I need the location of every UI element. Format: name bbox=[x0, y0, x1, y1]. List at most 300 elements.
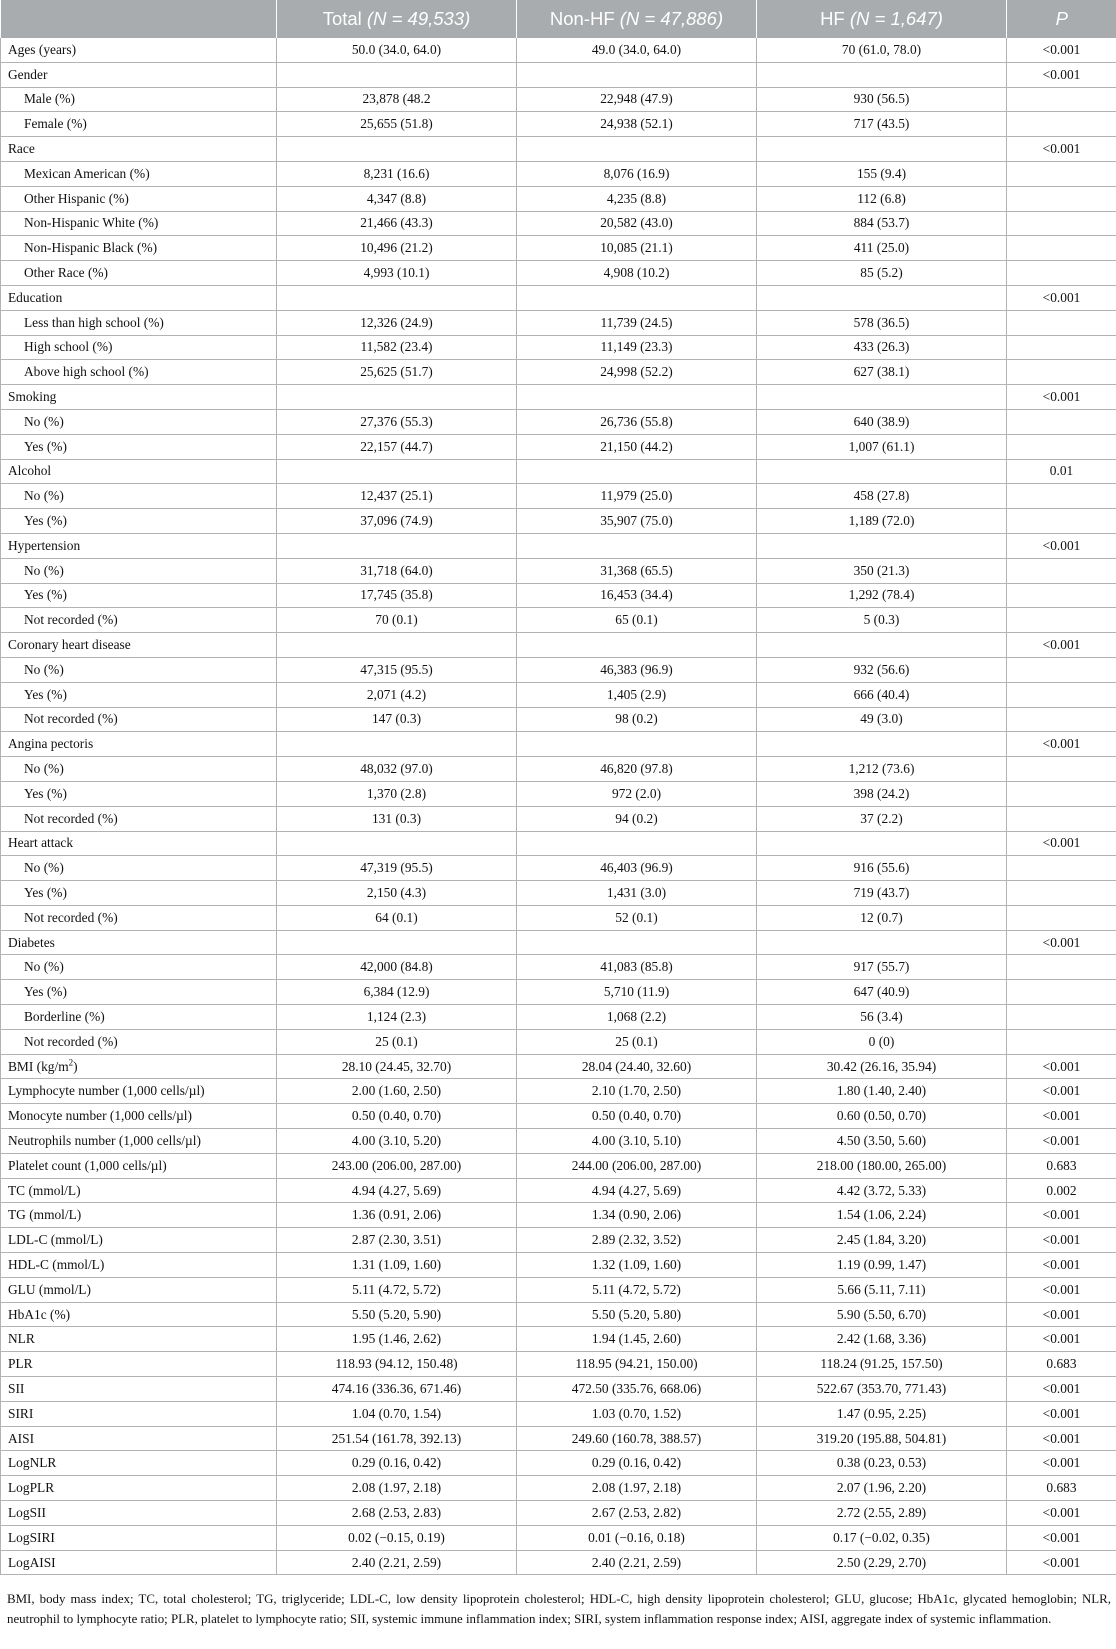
table-body bbox=[1, 38, 1116, 1575]
cell-p-value: 0.683 bbox=[1007, 1153, 1116, 1178]
table-row bbox=[1, 608, 1116, 633]
cell-hf: 884 (53.7) bbox=[757, 211, 1007, 236]
row-label bbox=[1, 1228, 277, 1253]
cell-hf: 2.45 (1.84, 3.20) bbox=[757, 1228, 1007, 1253]
row-label-text: Non-Hispanic White (%) bbox=[24, 215, 159, 231]
cell-nonhf: 472.50 (335.76, 668.06) bbox=[517, 1377, 757, 1402]
header-total-label: Total bbox=[322, 8, 362, 29]
cell-total: 251.54 (161.78, 392.13) bbox=[277, 1426, 517, 1451]
cell-nonhf: 2.08 (1.97, 2.18) bbox=[517, 1476, 757, 1501]
table-row bbox=[1, 1277, 1116, 1302]
cell-hf bbox=[757, 62, 1007, 87]
row-label-text: Lymphocyte number (1,000 cells/µl) bbox=[8, 1083, 205, 1099]
row-label bbox=[1, 360, 277, 385]
row-label bbox=[1, 137, 277, 162]
cell-p-value bbox=[1007, 980, 1116, 1005]
cell-nonhf: 2.10 (1.70, 2.50) bbox=[517, 1079, 757, 1104]
cell-total: 4,347 (8.8) bbox=[277, 186, 517, 211]
table-footnote: BMI, body mass index; TC, total cholesterol; TG, triglyceride; LDL-C, low density lipoprotein cholesterol; HDL-C, high density lipoprotein cholesterol; GLU, glucose; HbA1c, glycated hemoglobin; NLR, neutrophil to lymphocyte ratio; PLR, platelet to lymphocyte ratio; SII, systemic immune inflammation index; SIRI, system inflammation response index; AISI, aggregate index of systemic inflammation. bbox=[7, 1592, 1111, 1626]
table-row bbox=[1, 1079, 1116, 1104]
cell-nonhf bbox=[517, 385, 757, 410]
cell-total: 1.04 (0.70, 1.54) bbox=[277, 1401, 517, 1426]
cell-nonhf: 24,998 (52.2) bbox=[517, 360, 757, 385]
cell-total: 31,718 (64.0) bbox=[277, 558, 517, 583]
row-label bbox=[1, 533, 277, 558]
table-row bbox=[1, 955, 1116, 980]
cell-total: 4.00 (3.10, 5.20) bbox=[277, 1129, 517, 1154]
cell-hf: 2.42 (1.68, 3.36) bbox=[757, 1327, 1007, 1352]
row-label bbox=[1, 707, 277, 732]
cell-total: 2.40 (2.21, 2.59) bbox=[277, 1550, 517, 1575]
table-row bbox=[1, 38, 1116, 62]
row-label bbox=[1, 1302, 277, 1327]
cell-total: 474.16 (336.36, 671.46) bbox=[277, 1377, 517, 1402]
table-row bbox=[1, 285, 1116, 310]
cell-nonhf: 11,979 (25.0) bbox=[517, 484, 757, 509]
row-label bbox=[1, 1277, 277, 1302]
table-row bbox=[1, 1302, 1116, 1327]
cell-hf bbox=[757, 385, 1007, 410]
cell-nonhf: 11,149 (23.3) bbox=[517, 335, 757, 360]
cell-total: 5.50 (5.20, 5.90) bbox=[277, 1302, 517, 1327]
row-label-text: Diabetes bbox=[8, 934, 55, 950]
table-row bbox=[1, 211, 1116, 236]
cell-p-value: <0.001 bbox=[1007, 1327, 1116, 1352]
table-row bbox=[1, 1426, 1116, 1451]
cell-hf: 1.47 (0.95, 2.25) bbox=[757, 1401, 1007, 1426]
header-total-column bbox=[277, 0, 517, 38]
cell-nonhf: 249.60 (160.78, 388.57) bbox=[517, 1426, 757, 1451]
cell-nonhf: 4,908 (10.2) bbox=[517, 261, 757, 286]
row-label bbox=[1, 732, 277, 757]
row-label bbox=[1, 385, 277, 410]
row-label-text: Gender bbox=[8, 66, 48, 82]
table-row bbox=[1, 484, 1116, 509]
cell-hf: 640 (38.9) bbox=[757, 409, 1007, 434]
cell-hf: 2.72 (2.55, 2.89) bbox=[757, 1501, 1007, 1526]
cell-hf: 70 (61.0, 78.0) bbox=[757, 38, 1007, 62]
cell-p-value: <0.001 bbox=[1007, 1054, 1116, 1079]
cell-p-value: <0.001 bbox=[1007, 732, 1116, 757]
cell-p-value bbox=[1007, 434, 1116, 459]
cell-p-value: 0.002 bbox=[1007, 1178, 1116, 1203]
cell-nonhf: 5.11 (4.72, 5.72) bbox=[517, 1277, 757, 1302]
cell-total: 243.00 (206.00, 287.00) bbox=[277, 1153, 517, 1178]
table-row bbox=[1, 1327, 1116, 1352]
cell-total: 6,384 (12.9) bbox=[277, 980, 517, 1005]
cell-p-value: <0.001 bbox=[1007, 1377, 1116, 1402]
cell-nonhf bbox=[517, 633, 757, 658]
cell-total bbox=[277, 285, 517, 310]
cell-total: 131 (0.3) bbox=[277, 806, 517, 831]
cell-nonhf: 2.40 (2.21, 2.59) bbox=[517, 1550, 757, 1575]
row-label-text: High school (%) bbox=[24, 339, 113, 355]
row-label bbox=[1, 1129, 277, 1154]
row-label-text: Race bbox=[8, 141, 35, 157]
row-label-text: Yes (%) bbox=[24, 884, 67, 900]
row-label bbox=[1, 1104, 277, 1129]
cell-total: 147 (0.3) bbox=[277, 707, 517, 732]
row-label-text: Hypertension bbox=[8, 537, 81, 553]
cell-p-value: <0.001 bbox=[1007, 1302, 1116, 1327]
row-label-tail: ) bbox=[73, 1058, 78, 1074]
cell-hf: 350 (21.3) bbox=[757, 558, 1007, 583]
cell-p-value bbox=[1007, 211, 1116, 236]
cell-nonhf: 10,085 (21.1) bbox=[517, 236, 757, 261]
row-label-text: Other Race (%) bbox=[24, 265, 109, 281]
row-label-text: Not recorded (%) bbox=[24, 612, 118, 628]
row-label-text: Platelet count (1,000 cells/µl) bbox=[8, 1157, 167, 1173]
cell-hf: 56 (3.4) bbox=[757, 1005, 1007, 1030]
cell-total: 2.87 (2.30, 3.51) bbox=[277, 1228, 517, 1253]
table-row bbox=[1, 781, 1116, 806]
table-row bbox=[1, 1104, 1116, 1129]
table-row bbox=[1, 161, 1116, 186]
cell-hf: 717 (43.5) bbox=[757, 112, 1007, 137]
row-label bbox=[1, 980, 277, 1005]
row-label bbox=[1, 1352, 277, 1377]
table-row bbox=[1, 905, 1116, 930]
cell-hf: 2.07 (1.96, 2.20) bbox=[757, 1476, 1007, 1501]
table-row bbox=[1, 509, 1116, 534]
row-label-text: Yes (%) bbox=[24, 513, 67, 529]
row-label-text: Female (%) bbox=[24, 116, 87, 132]
table-row bbox=[1, 558, 1116, 583]
cell-nonhf: 1.03 (0.70, 1.52) bbox=[517, 1401, 757, 1426]
cell-hf bbox=[757, 285, 1007, 310]
row-label-text: Monocyte number (1,000 cells/µl) bbox=[8, 1108, 192, 1124]
cell-nonhf: 26,736 (55.8) bbox=[517, 409, 757, 434]
row-label bbox=[1, 1377, 277, 1402]
cell-total: 2.68 (2.53, 2.83) bbox=[277, 1501, 517, 1526]
cell-hf: 719 (43.7) bbox=[757, 881, 1007, 906]
cell-nonhf: 0.01 (−0.16, 0.18) bbox=[517, 1525, 757, 1550]
cell-hf: 398 (24.2) bbox=[757, 781, 1007, 806]
cell-hf: 0.17 (−0.02, 0.35) bbox=[757, 1525, 1007, 1550]
cell-hf: 1.19 (0.99, 1.47) bbox=[757, 1253, 1007, 1278]
row-label-text: Other Hispanic (%) bbox=[24, 190, 129, 206]
table-row bbox=[1, 434, 1116, 459]
row-label-text: Less than high school (%) bbox=[24, 314, 164, 330]
cell-total: 23,878 (48.2 bbox=[277, 87, 517, 112]
row-label-text: Not recorded (%) bbox=[24, 810, 118, 826]
cell-p-value: <0.001 bbox=[1007, 285, 1116, 310]
cell-nonhf: 8,076 (16.9) bbox=[517, 161, 757, 186]
table-row bbox=[1, 930, 1116, 955]
cell-hf: 0 (0) bbox=[757, 1029, 1007, 1054]
table-row bbox=[1, 806, 1116, 831]
cell-nonhf: 31,368 (65.5) bbox=[517, 558, 757, 583]
table-row bbox=[1, 1451, 1116, 1476]
cell-hf bbox=[757, 831, 1007, 856]
row-label bbox=[1, 1054, 277, 1079]
cell-total: 42,000 (84.8) bbox=[277, 955, 517, 980]
table-row bbox=[1, 1153, 1116, 1178]
row-label bbox=[1, 310, 277, 335]
cell-nonhf: 24,938 (52.1) bbox=[517, 112, 757, 137]
cell-p-value: <0.001 bbox=[1007, 1426, 1116, 1451]
cell-nonhf: 20,582 (43.0) bbox=[517, 211, 757, 236]
table-row bbox=[1, 1054, 1116, 1079]
row-label-text: Coronary heart disease bbox=[8, 637, 131, 653]
table-row bbox=[1, 1203, 1116, 1228]
row-label bbox=[1, 1401, 277, 1426]
cell-p-value bbox=[1007, 905, 1116, 930]
table-row bbox=[1, 1029, 1116, 1054]
cell-p-value: <0.001 bbox=[1007, 1228, 1116, 1253]
table-row bbox=[1, 682, 1116, 707]
row-label-text: Neutrophils number (1,000 cells/µl) bbox=[8, 1132, 201, 1148]
cell-hf: 4.50 (3.50, 5.60) bbox=[757, 1129, 1007, 1154]
cell-p-value bbox=[1007, 1029, 1116, 1054]
table-row bbox=[1, 261, 1116, 286]
cell-nonhf bbox=[517, 533, 757, 558]
cell-hf: 411 (25.0) bbox=[757, 236, 1007, 261]
row-label-text: Heart attack bbox=[8, 835, 74, 851]
table-row bbox=[1, 310, 1116, 335]
table-row bbox=[1, 1476, 1116, 1501]
cell-hf: 627 (38.1) bbox=[757, 360, 1007, 385]
row-label bbox=[1, 1327, 277, 1352]
cell-total: 4.94 (4.27, 5.69) bbox=[277, 1178, 517, 1203]
row-label-text: LogAISI bbox=[8, 1554, 56, 1570]
row-label bbox=[1, 484, 277, 509]
header-nonhf-n: (N = 47,886) bbox=[619, 8, 724, 29]
row-label-text: No (%) bbox=[24, 562, 64, 578]
row-label bbox=[1, 583, 277, 608]
cell-p-value: <0.001 bbox=[1007, 1401, 1116, 1426]
row-label-text: SII bbox=[8, 1380, 25, 1396]
cell-total: 8,231 (16.6) bbox=[277, 161, 517, 186]
row-label bbox=[1, 1079, 277, 1104]
cell-total: 48,032 (97.0) bbox=[277, 757, 517, 782]
row-label bbox=[1, 881, 277, 906]
header-hf-label: HF bbox=[820, 8, 845, 29]
cell-hf bbox=[757, 732, 1007, 757]
cell-p-value: <0.001 bbox=[1007, 930, 1116, 955]
table-row bbox=[1, 831, 1116, 856]
cell-hf: 218.00 (180.00, 265.00) bbox=[757, 1153, 1007, 1178]
cell-hf: 118.24 (91.25, 157.50) bbox=[757, 1352, 1007, 1377]
row-label bbox=[1, 1426, 277, 1451]
header-nonhf-column bbox=[517, 0, 757, 38]
cell-p-value bbox=[1007, 881, 1116, 906]
table-header-row bbox=[1, 0, 1116, 38]
header-total-n: (N = 49,533) bbox=[366, 8, 471, 29]
table-row bbox=[1, 236, 1116, 261]
row-label bbox=[1, 87, 277, 112]
row-label-text: Yes (%) bbox=[24, 686, 67, 702]
cell-nonhf: 41,083 (85.8) bbox=[517, 955, 757, 980]
cell-p-value: <0.001 bbox=[1007, 1253, 1116, 1278]
row-label-text: PLR bbox=[8, 1356, 33, 1372]
cell-total bbox=[277, 137, 517, 162]
row-label-text: Smoking bbox=[8, 389, 57, 405]
cell-hf: 917 (55.7) bbox=[757, 955, 1007, 980]
cell-hf: 0.38 (0.23, 0.53) bbox=[757, 1451, 1007, 1476]
table-row bbox=[1, 1377, 1116, 1402]
cell-p-value: <0.001 bbox=[1007, 1079, 1116, 1104]
cell-p-value bbox=[1007, 806, 1116, 831]
row-label bbox=[1, 682, 277, 707]
cell-p-value: 0.683 bbox=[1007, 1476, 1116, 1501]
row-label-text: Yes (%) bbox=[24, 587, 67, 603]
cell-p-value: <0.001 bbox=[1007, 633, 1116, 658]
cell-nonhf: 49.0 (34.0, 64.0) bbox=[517, 38, 757, 62]
cell-total: 2,071 (4.2) bbox=[277, 682, 517, 707]
cell-total: 12,326 (24.9) bbox=[277, 310, 517, 335]
row-label bbox=[1, 434, 277, 459]
cell-hf: 1.80 (1.40, 2.40) bbox=[757, 1079, 1007, 1104]
row-label bbox=[1, 856, 277, 881]
cell-p-value bbox=[1007, 161, 1116, 186]
row-label bbox=[1, 1501, 277, 1526]
row-label bbox=[1, 161, 277, 186]
cell-total: 25,625 (51.7) bbox=[277, 360, 517, 385]
cell-p-value bbox=[1007, 1005, 1116, 1030]
cell-nonhf: 118.95 (94.21, 150.00) bbox=[517, 1352, 757, 1377]
cell-p-value: <0.001 bbox=[1007, 533, 1116, 558]
cell-hf: 578 (36.5) bbox=[757, 310, 1007, 335]
cell-nonhf: 35,907 (75.0) bbox=[517, 509, 757, 534]
cell-p-value: 0.01 bbox=[1007, 459, 1116, 484]
cell-p-value bbox=[1007, 583, 1116, 608]
row-label bbox=[1, 261, 277, 286]
cell-p-value bbox=[1007, 856, 1116, 881]
row-label bbox=[1, 1153, 277, 1178]
cell-p-value: <0.001 bbox=[1007, 1277, 1116, 1302]
row-label bbox=[1, 38, 277, 62]
cell-total: 28.10 (24.45, 32.70) bbox=[277, 1054, 517, 1079]
row-label-text: Above high school (%) bbox=[24, 364, 149, 380]
row-label-text: HDL-C (mmol/L) bbox=[8, 1256, 105, 1272]
cell-hf: 319.20 (195.88, 504.81) bbox=[757, 1426, 1007, 1451]
table-row bbox=[1, 1352, 1116, 1377]
row-label-text: No (%) bbox=[24, 761, 64, 776]
cell-hf: 433 (26.3) bbox=[757, 335, 1007, 360]
cell-p-value: <0.001 bbox=[1007, 1203, 1116, 1228]
cell-total: 50.0 (34.0, 64.0) bbox=[277, 38, 517, 62]
cell-p-value bbox=[1007, 310, 1116, 335]
table-row bbox=[1, 1005, 1116, 1030]
row-label bbox=[1, 633, 277, 658]
row-label-text: Education bbox=[8, 289, 63, 305]
cell-nonhf: 2.67 (2.53, 2.82) bbox=[517, 1501, 757, 1526]
row-label-text: Not recorded (%) bbox=[24, 909, 118, 925]
cell-nonhf: 0.50 (0.40, 0.70) bbox=[517, 1104, 757, 1129]
cell-nonhf: 46,383 (96.9) bbox=[517, 657, 757, 682]
cell-total: 0.50 (0.40, 0.70) bbox=[277, 1104, 517, 1129]
cell-total: 47,319 (95.5) bbox=[277, 856, 517, 881]
cell-p-value bbox=[1007, 608, 1116, 633]
cell-nonhf bbox=[517, 831, 757, 856]
table-row bbox=[1, 1129, 1116, 1154]
cell-p-value: 0.683 bbox=[1007, 1352, 1116, 1377]
row-label-text: TG (mmol/L) bbox=[8, 1207, 82, 1223]
table-row bbox=[1, 112, 1116, 137]
row-label bbox=[1, 236, 277, 261]
cell-p-value bbox=[1007, 87, 1116, 112]
row-label-text: LogSII bbox=[8, 1504, 46, 1520]
cell-hf: 112 (6.8) bbox=[757, 186, 1007, 211]
row-label-text: Mexican American (%) bbox=[24, 165, 150, 181]
cell-hf bbox=[757, 459, 1007, 484]
cell-total: 118.93 (94.12, 150.48) bbox=[277, 1352, 517, 1377]
table-row bbox=[1, 633, 1116, 658]
cell-hf: 5.66 (5.11, 7.11) bbox=[757, 1277, 1007, 1302]
cell-hf: 12 (0.7) bbox=[757, 905, 1007, 930]
cell-nonhf: 98 (0.2) bbox=[517, 707, 757, 732]
row-label-text: Angina pectoris bbox=[8, 736, 94, 752]
row-label bbox=[1, 1550, 277, 1575]
cell-total: 1.31 (1.09, 1.60) bbox=[277, 1253, 517, 1278]
cell-p-value bbox=[1007, 484, 1116, 509]
row-label-text: No (%) bbox=[24, 413, 64, 429]
table-row bbox=[1, 360, 1116, 385]
row-label bbox=[1, 186, 277, 211]
cell-nonhf bbox=[517, 62, 757, 87]
cell-total: 0.02 (−0.15, 0.19) bbox=[277, 1525, 517, 1550]
row-label bbox=[1, 955, 277, 980]
row-label bbox=[1, 608, 277, 633]
table-row bbox=[1, 335, 1116, 360]
cell-total: 25 (0.1) bbox=[277, 1029, 517, 1054]
cell-p-value: <0.001 bbox=[1007, 385, 1116, 410]
cell-nonhf: 11,739 (24.5) bbox=[517, 310, 757, 335]
row-label bbox=[1, 831, 277, 856]
cell-total: 10,496 (21.2) bbox=[277, 236, 517, 261]
cell-hf: 1,212 (73.6) bbox=[757, 757, 1007, 782]
row-label bbox=[1, 905, 277, 930]
row-label bbox=[1, 558, 277, 583]
table-row bbox=[1, 409, 1116, 434]
row-label-text: GLU (mmol/L) bbox=[8, 1281, 91, 1297]
table-row bbox=[1, 459, 1116, 484]
cell-nonhf bbox=[517, 930, 757, 955]
row-label-superscript: 2 bbox=[68, 1057, 74, 1068]
row-label bbox=[1, 62, 277, 87]
cell-p-value bbox=[1007, 335, 1116, 360]
cell-nonhf: 5.50 (5.20, 5.80) bbox=[517, 1302, 757, 1327]
cell-hf: 930 (56.5) bbox=[757, 87, 1007, 112]
header-hf-n: (N = 1,647) bbox=[849, 8, 943, 29]
row-label-text: Borderline (%) bbox=[24, 1008, 105, 1024]
cell-total: 2.08 (1.97, 2.18) bbox=[277, 1476, 517, 1501]
row-label bbox=[1, 112, 277, 137]
cell-nonhf: 22,948 (47.9) bbox=[517, 87, 757, 112]
cell-nonhf: 4.00 (3.10, 5.10) bbox=[517, 1129, 757, 1154]
cell-p-value: <0.001 bbox=[1007, 1525, 1116, 1550]
cell-hf: 155 (9.4) bbox=[757, 161, 1007, 186]
row-label-text: BMI (kg/m bbox=[8, 1058, 69, 1074]
cell-total bbox=[277, 62, 517, 87]
cell-hf: 5 (0.3) bbox=[757, 608, 1007, 633]
row-label-text: No (%) bbox=[24, 959, 64, 975]
cell-nonhf: 1,068 (2.2) bbox=[517, 1005, 757, 1030]
cell-total: 70 (0.1) bbox=[277, 608, 517, 633]
cell-nonhf: 46,820 (97.8) bbox=[517, 757, 757, 782]
row-label-text: Yes (%) bbox=[24, 438, 67, 454]
cell-hf: 932 (56.6) bbox=[757, 657, 1007, 682]
table-row bbox=[1, 583, 1116, 608]
row-label-text: Alcohol bbox=[8, 463, 52, 479]
cell-p-value: <0.001 bbox=[1007, 831, 1116, 856]
cell-nonhf: 28.04 (24.40, 32.60) bbox=[517, 1054, 757, 1079]
cell-hf: 0.60 (0.50, 0.70) bbox=[757, 1104, 1007, 1129]
cell-p-value bbox=[1007, 707, 1116, 732]
table-row bbox=[1, 856, 1116, 881]
row-label bbox=[1, 1005, 277, 1030]
